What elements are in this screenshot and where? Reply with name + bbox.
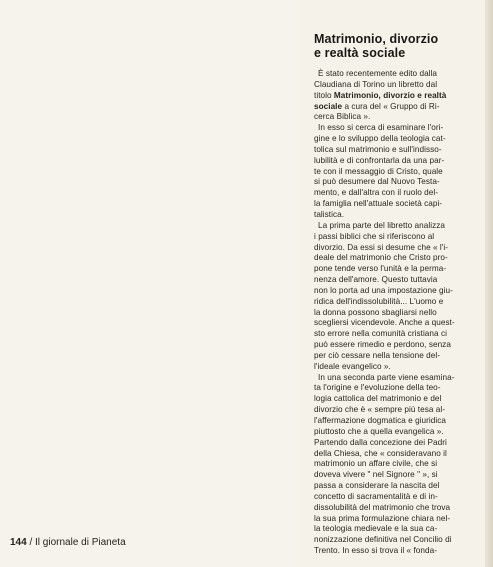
title-line: Matrimonio, divorzio (314, 32, 439, 46)
text-line: divorzio. Da essi si desume che « l'i- (314, 242, 449, 252)
text-line: la donna possono sbagliarsi nello (314, 307, 437, 317)
text-line: nonizzazione definitiva nel Concilio di (314, 535, 452, 545)
text-line: piuttosto che a quella evangelica ». (314, 426, 444, 436)
text-line: mento, e dall'altra con il ruolo del- (314, 188, 439, 198)
article-column (314, 32, 482, 557)
text-line: ta l'origine e l'evoluzione della teo- (314, 383, 441, 393)
article-title (314, 32, 482, 60)
text-line: Trento. In esso si trova il « fonda- (314, 546, 438, 556)
page-number: 144 (10, 537, 27, 548)
text-line: passa a considerare la nascita del (314, 481, 440, 491)
text-line: La prima parte del libretto analizza (318, 220, 445, 230)
text-line: Claudiana di Torino un libretto dal (314, 79, 438, 89)
text-line: cerca Biblica ». (314, 112, 371, 122)
text-line: scegliersi vicendevole. Anche a quest- (314, 318, 455, 328)
text-line: concetto di sacramentalità e di in- (314, 491, 438, 501)
text-line: te con il messaggio di Cristo, quale (314, 166, 443, 176)
text-line: divorzio che è « sempre più tesa al- (314, 405, 446, 415)
text-line: dissolubilità del matrimonio che trova (314, 502, 451, 512)
text-line: Partendo dalla concezione dei Padri (314, 437, 447, 447)
paragraph (314, 69, 482, 123)
text-line: non lo porta ad una impostazione giu- (314, 285, 453, 295)
text-line: logia cattolica del matrimonio e del (314, 394, 442, 404)
page-edge-shadow (485, 0, 493, 567)
text-line: titolo Matrimonio, divorzio e realtà (314, 90, 447, 100)
publication-name: Il giornale di Pianeta (35, 537, 126, 548)
title-line: e realtà sociale (314, 46, 406, 60)
paragraph (314, 221, 482, 373)
text-line: gine e lo sviluppo della teologia cat- (314, 134, 446, 144)
text-line: È stato recentemente edito dalla (318, 69, 438, 78)
text-line: In una seconda parte viene esamina- (318, 372, 455, 382)
article-body (314, 69, 482, 557)
text-line: per ciò cessare nella tensione del- (314, 350, 440, 360)
text-line: sociale a cura del « Gruppo di Ri- (314, 101, 440, 111)
paragraph (314, 123, 482, 221)
page-footer (10, 537, 126, 549)
text-line: nenza dell'amore. Questo tuttavia (314, 275, 438, 285)
text-line: la famiglia nell'attuale società capi- (314, 199, 443, 209)
text-line: può essere rimedio e perdono, senza (314, 340, 451, 350)
text-line: deale del matrimonio che Cristo pro- (314, 253, 448, 263)
text-line: sto errore nella comunità cristiana ci (314, 329, 447, 339)
text-line: pone tende verso l'unità e la perma- (314, 264, 447, 274)
text-line: In esso si cerca di esaminare l'ori- (318, 123, 444, 133)
folio-separator: / (29, 537, 33, 548)
text-line: i passi biblici che si riferiscono al (314, 231, 435, 241)
text-line: doveva vivere " nel Signore " », si (314, 470, 438, 480)
text-line: matrimonio un affare civile, che si (314, 459, 438, 469)
text-line: l'ideale evangelico ». (314, 361, 391, 371)
text-line: ridica dell'indissolubilità... L'uomo e (314, 296, 444, 306)
text-line: la teologia medievale e la sua ca- (314, 524, 438, 534)
text-line: talistica. (314, 209, 345, 219)
paragraph (314, 373, 482, 557)
text-line: lubilità e di confrontarla da una par- (314, 155, 445, 165)
text-line: l'affermazione dogmatica e giuridica (314, 416, 447, 425)
text-line: si può desumere dal Nuovo Testa- (314, 177, 440, 187)
text-line: la sua prima formulazione chiara nel- (314, 513, 451, 523)
text-line: della Chiesa, che « consideravano il (314, 448, 447, 458)
text-line: tolica sul matrimonio e sull'indisso- (314, 144, 442, 154)
